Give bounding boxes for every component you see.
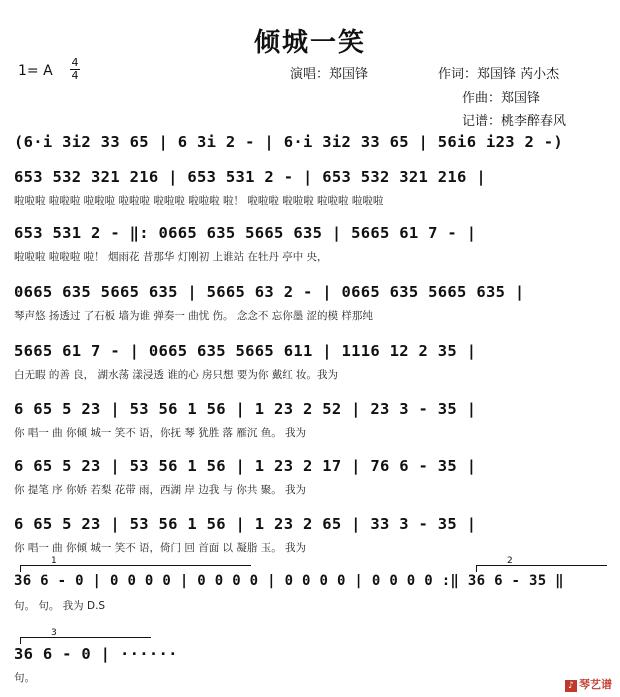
notes-line: 653 531 2 - ‖: 0665 635 5665 635 | 5665 61 7 - | — [14, 224, 477, 242]
composer-credit: 作曲：郑国锋 — [462, 91, 541, 106]
logo-icon: ♪ — [565, 680, 577, 692]
notes-line: 36 6 - 0 | 0 0 0 0 | 0 0 0 0 | 0 0 0 0 | 0 0 0 0 :‖ 36 6 - 35 ‖ — [14, 573, 564, 589]
lyrics-line: 啦啦啦 啦啦啦 啦啦啦 啦啦啦 啦啦啦 啦啦啦 啦！ 啦啦啦 啦啦啦 啦啦啦 啦啦啦 — [14, 195, 384, 207]
lyrics-line: 句。 句。 我为 D.S — [14, 600, 106, 612]
notes-line: 6 65 5 23 | 53 56 1 56 | 1 23 2 65 | 33 3 - 35 | — [14, 515, 477, 533]
time-signature — [70, 58, 80, 81]
notes-line: (6·i 3i2 33 65 | 6 3i 2 - | 6·i 3i2 33 65 | 56i6 i23 2 -) — [14, 133, 564, 151]
notes-line: 653 532 321 216 | 653 531 2 - | 653 532 321 216 | — [14, 168, 486, 186]
volta-3: 3 — [20, 637, 151, 644]
time-top: 4 — [71, 56, 79, 69]
volta-1: 1 — [20, 565, 251, 572]
lyrics-line: 你 唱一 曲 你倾 城一 笑不 语，你抚 琴 犹胜 落 雁沉 鱼。 我为 — [14, 427, 307, 439]
transcriber-credit: 记谱：桃李醉春风 — [462, 114, 567, 129]
singer-credit: 演唱：郑国锋 — [290, 67, 369, 82]
notes-line: 5665 61 7 - | 0665 635 5665 611 | 1116 12 2 35 | — [14, 342, 477, 360]
lyricist-credit: 作词：郑国锋 芮小杰 — [438, 67, 560, 82]
lyrics-line: 啦啦啦 啦啦啦 啦！ 烟雨花 昔那华 灯刚初 上谁站 在牡丹 亭中 央， — [14, 251, 328, 263]
notes-line: 0665 635 5665 635 | 5665 63 2 - | 0665 635 5665 635 | — [14, 283, 525, 301]
lyrics-line: 琴声悠 扬透过 了石板 墙为谁 弹奏一 曲忧 伤。 念念不 忘你墨 涩的模 样那纯 — [14, 310, 373, 322]
notes-line: 6 65 5 23 | 53 56 1 56 | 1 23 2 17 | 76 6 - 35 | — [14, 457, 477, 475]
lyrics-line: 你 唱一 曲 你倾 城一 笑不 语，倚门 回 首面 以 凝脂 玉。 我为 — [14, 542, 307, 554]
notes-line: 36 6 - 0 | ······ — [14, 645, 178, 663]
lyrics-line: 白无暇 的善 良， 湖水荡 漾浸透 谁的心 房只想 要为你 戴红 妆。我为 — [14, 369, 339, 381]
volta-2: 2 — [476, 565, 607, 572]
time-bottom: 4 — [71, 69, 79, 82]
song-title: 倾城一笑 — [253, 28, 366, 58]
logo-text: 琴艺谱 — [579, 678, 612, 691]
lyrics-line: 你 提笔 序 你娇 若梨 花带 雨，西湖 岸 边我 与 你共 聚。 我为 — [14, 484, 307, 496]
notes-line: 6 65 5 23 | 53 56 1 56 | 1 23 2 52 | 23 3 - 35 | — [14, 400, 477, 418]
site-logo — [565, 676, 612, 692]
key-signature: 1= A — [18, 63, 53, 79]
lyrics-line: 句。 — [14, 672, 35, 684]
